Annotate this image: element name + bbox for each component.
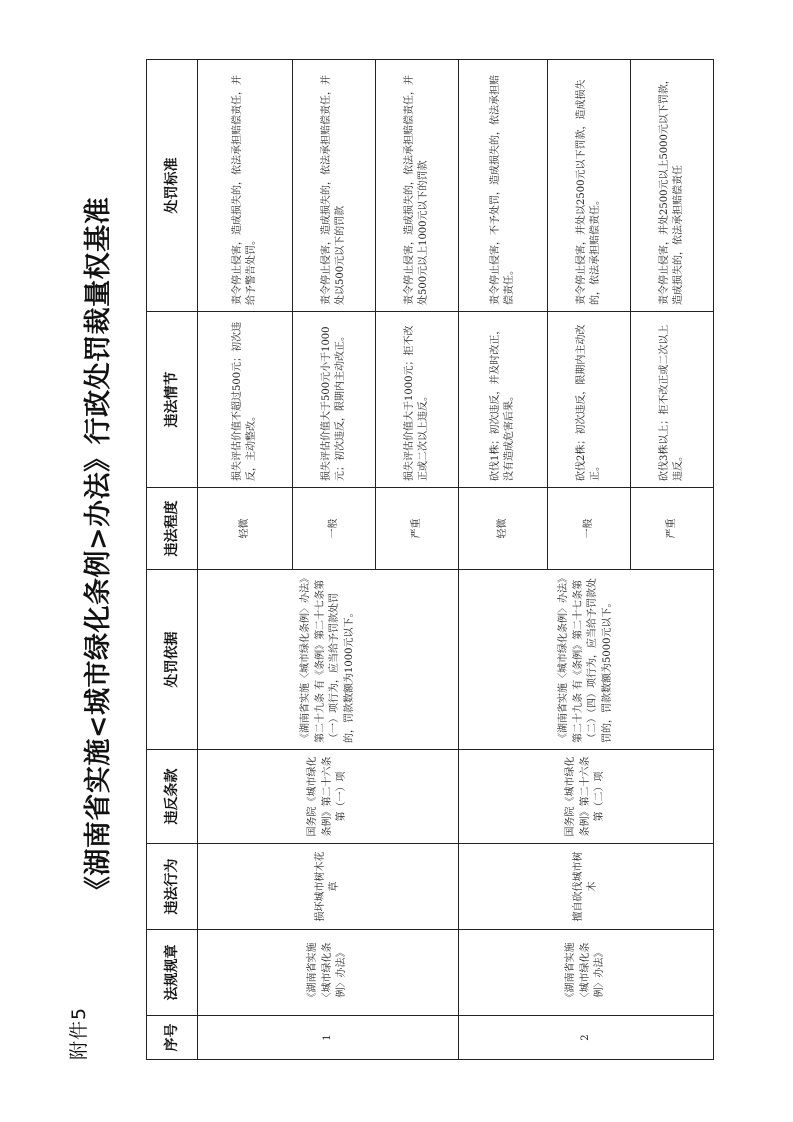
degree-cell: 一般 xyxy=(293,488,376,570)
header-act: 违法行为 xyxy=(147,844,198,930)
circumstance-cell: 损失评估价值不超过500元；初次违反，主动整改。 xyxy=(198,312,293,488)
circumstance-cell: 损失评估价值大于1000元；拒不改正或二次以上违反。 xyxy=(376,312,459,488)
page-title: 《湖南省实施<城市绿化条例>办法》行政处罚裁量权基准 xyxy=(83,196,114,904)
basis-cell: 《湖南省实施〈城市绿化条例〉办法》第二十九条 有《条例》第二十七条第（二）（四）项行为，应当给予罚款处罚的，罚款数额为5000元以下。 xyxy=(459,570,714,750)
standard-cell: 责令停止侵害，并处2500元以上5000元以下罚款，造成损失的，依法承担赔偿责任 xyxy=(631,60,714,312)
standard-cell: 责令停止侵害，并处以2500元以下罚款，造成损失的，依法承担赔偿责任。 xyxy=(548,60,631,312)
header-standard: 处罚标准 xyxy=(147,60,198,312)
degree-cell: 严重 xyxy=(376,488,459,570)
rotated-content xyxy=(64,60,744,1060)
circumstance-cell: 损失评估价值大于500元小于1000元；初次违反，限期内主动改正。 xyxy=(293,312,376,488)
table-row xyxy=(198,60,293,1060)
table-header-row xyxy=(147,60,198,1060)
circumstance-cell: 砍伐3株以上；拒不改正或二次以上违反。 xyxy=(631,312,714,488)
regulation-cell: 《湖南省实施〈城市绿化条例〉办法》 xyxy=(198,930,459,1016)
standard-cell: 责令停止侵害，造成损失的，依法承担赔偿责任，并处500元以上1000元以下的罚款 xyxy=(376,60,459,312)
degree-cell: 轻微 xyxy=(198,488,293,570)
header-degree: 违法程度 xyxy=(147,488,198,570)
penalty-standard-table xyxy=(146,59,714,1060)
degree-cell: 一般 xyxy=(548,488,631,570)
standard-cell: 责令停止侵害，造成损失的，依法承担赔偿责任，并处以500元以下的罚款 xyxy=(293,60,376,312)
act-cell: 损坏城市树木花草 xyxy=(198,844,459,930)
clause-cell: 国务院《城市绿化条例》第二十六条第（一）项 xyxy=(198,750,459,844)
header-seq: 序号 xyxy=(147,1016,198,1060)
act-cell: 擅自砍伐城市树木 xyxy=(459,844,714,930)
header-circumstance: 违法情节 xyxy=(147,312,198,488)
basis-cell: 《湖南省实施〈城市绿化条例〉办法》第二十九条 有《条例》第二十七条第（一）项行为，应当给予罚款处罚的，罚款数额为1000元以下。 xyxy=(198,570,459,750)
header-clause: 违反条款 xyxy=(147,750,198,844)
seq-cell: 1 xyxy=(198,1016,459,1060)
degree-cell: 轻微 xyxy=(459,488,548,570)
regulation-cell: 《湖南省实施〈城市绿化条例〉办法》 xyxy=(459,930,714,1016)
clause-cell: 国务院《城市绿化条例》第二十六条第（二）项 xyxy=(459,750,714,844)
circumstance-cell: 砍伐2株；初次违反，限期内主动改正。 xyxy=(548,312,631,488)
standard-cell: 责令停止侵害，造成损失的，依法承担赔偿责任，并给予警告处罚。 xyxy=(198,60,293,312)
standard-cell: 责令停止侵害，不予处罚，造成损失的，依法承担赔偿责任。 xyxy=(459,60,548,312)
header-regulation: 法规规章 xyxy=(147,930,198,1016)
circumstance-cell: 砍伐1株；初次违反，并及时改正，没有造成危害后果。 xyxy=(459,312,548,488)
seq-cell: 2 xyxy=(459,1016,714,1060)
attachment-label: 附件5 xyxy=(68,1006,90,1060)
header-basis: 处罚依据 xyxy=(147,570,198,750)
degree-cell: 严重 xyxy=(631,488,714,570)
table-row xyxy=(459,60,548,1060)
